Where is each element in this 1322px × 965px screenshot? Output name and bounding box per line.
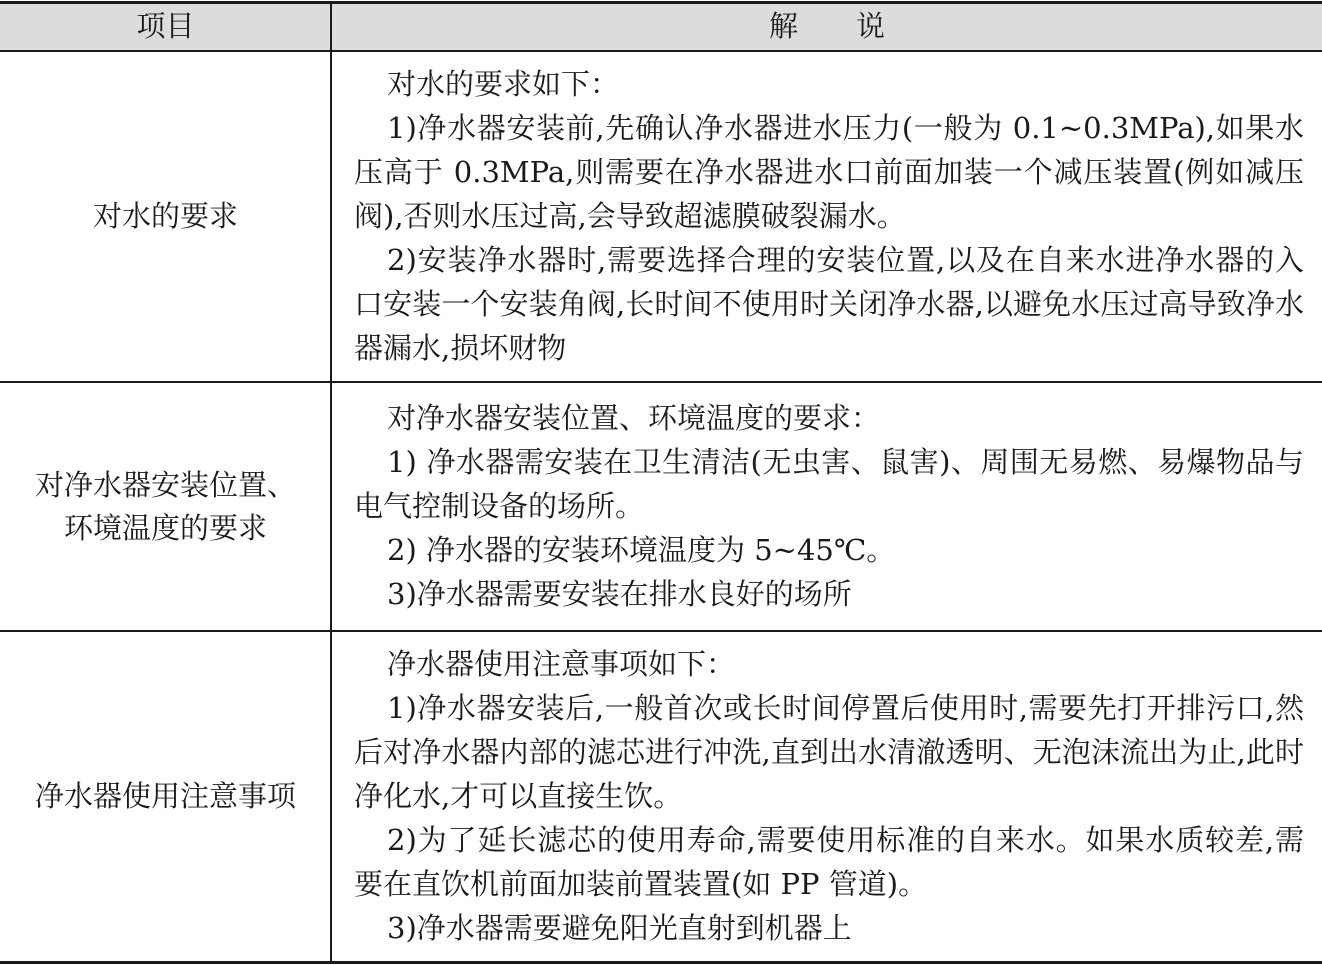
header-item: 项目 bbox=[136, 9, 195, 43]
row-3-line-0: 净水器使用注意事项如下： bbox=[387, 647, 736, 681]
row-1-line-2: 2)安装净水器时,需要选择合理的安装位置,以及在自来水进净水器的入口安装一个安装角阀,长时间不使用时关闭净水器,以避免水压过高导致净水器漏水,损坏财物 bbox=[354, 243, 1304, 365]
row-1-description bbox=[354, 62, 1304, 370]
row-1-item bbox=[0, 52, 331, 381]
row-1-line-1: 1)净水器安装前,先确认净水器进水压力(一般为 0.1~0.3MPa),如果水压高于 0.3MPa,则需要在净水器进水口前面加装一个减压装置(例如减压阀),否则水压过高,会导致超滤膜破裂漏水。 bbox=[354, 111, 1304, 233]
row-1-item-text: 对水的要求 bbox=[92, 199, 238, 233]
header-explanation: 解 说 bbox=[768, 9, 885, 43]
row-2-line-3: 3)净水器需要安装在排水良好的场所 bbox=[387, 577, 852, 611]
row-2-line-2: 2) 净水器的安装环境温度为 5~45℃。 bbox=[387, 533, 896, 567]
row-2-line-0: 对净水器安装位置、环境温度的要求： bbox=[387, 401, 881, 435]
row-3-line-1: 1)净水器安装后,一般首次或长时间停置后使用时,需要先打开排污口,然后对净水器内部的滤芯进行冲洗,直到出水清澈透明、无泡沫流出为止,此时净化水,才可以直接生饮。 bbox=[354, 691, 1304, 813]
row-3-description bbox=[354, 642, 1304, 950]
row-1-line-0: 对水的要求如下： bbox=[387, 67, 620, 101]
row-3-item-text: 净水器使用注意事项 bbox=[34, 779, 296, 813]
row-2-item-line-1: 对净水器安装位置、 bbox=[34, 467, 296, 502]
row-2-line-1: 1) 净水器需安装在卫生清洁(无虫害、鼠害)、周围无易燃、易爆物品与电气控制设备的场所。 bbox=[354, 445, 1304, 523]
row-3-line-3: 3)净水器需要避免阳光直射到机器上 bbox=[387, 911, 852, 945]
row-2-item-line-2: 环境温度的要求 bbox=[63, 510, 267, 545]
row-3-line-2: 2)为了延长滤芯的使用寿命,需要使用标准的自来水。如果水质较差,需要在直饮机前面加装前置装置(如 PP 管道)。 bbox=[354, 823, 1304, 901]
row-2-item bbox=[0, 383, 331, 630]
row-3-item bbox=[0, 632, 331, 961]
bottom-rule bbox=[0, 961, 1322, 964]
row-2-description bbox=[354, 396, 1304, 616]
